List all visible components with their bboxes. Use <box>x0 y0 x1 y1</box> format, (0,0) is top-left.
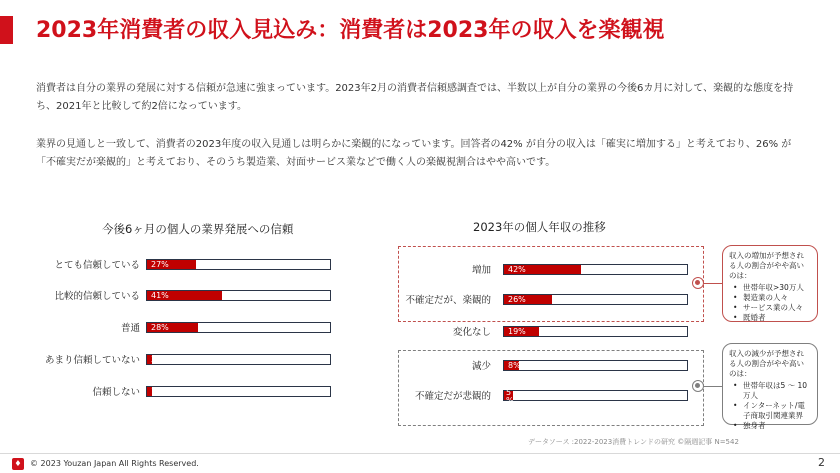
decrease-group-box <box>398 350 704 426</box>
callout-list-item: • 世帯年収は5 ～ 10万人 <box>729 381 811 401</box>
page-number: 2 <box>818 456 825 469</box>
increase-callout <box>722 245 818 322</box>
category-label: 比較的信頼している <box>54 291 140 302</box>
bar-value-label: 27% <box>151 260 169 269</box>
decrease-callout-list <box>729 381 811 431</box>
category-label: 不確定だが、楽観的 <box>405 295 491 306</box>
bar-track <box>146 290 331 301</box>
intro-paragraph: 消費者は自分の業界の発展に対する信頼が急速に強まっています。2023年2月の消費者信頼感調査では、半数以上が自分の業界の今後6カ月に対して、楽観的な態度を持ち、2021年と比較して約2倍になっています。 <box>36 83 794 112</box>
bar-track <box>146 386 331 397</box>
increase-connector <box>704 283 722 284</box>
category-label: 普通 <box>120 323 140 334</box>
decrease-connector <box>704 386 722 387</box>
increase-callout-list <box>729 283 811 323</box>
footer-divider <box>0 453 840 454</box>
callout-list-item: • 既婚者 <box>729 313 811 323</box>
income-paragraph: 業界の見通しと一致して、消費者の2023年度の収入見通しは明らかに楽観的になっています。回答者の42% が自分の収入は「確実に増加する」と考えており、26% が「不確実だが楽観的」と考えており、そのうち製造業、対面サービス業などで働く人の楽観視割合はやや高いです。 <box>36 139 792 168</box>
callout-list-item: • 製造業の人々 <box>729 293 811 303</box>
decrease-callout <box>722 343 818 430</box>
callout-list-item: • 独身者 <box>729 421 811 431</box>
page-title: 2023年消費者の収入見込み：消費者は2023年の収入を楽観視 <box>36 18 665 43</box>
decrease-callout-heading: 収入の減少が予想される人の割合がやや高いのは： <box>729 349 804 378</box>
increase-callout-heading: 収入の増加が予想される人の割合がやや高いのは： <box>729 251 804 280</box>
callout-list-item: • 世帯年収>30万人 <box>729 283 811 293</box>
bar-track <box>503 326 688 337</box>
bar-value-label: 5 % <box>506 388 514 405</box>
bar-value-label: 26% <box>508 295 526 304</box>
increase-dot-icon <box>692 277 704 289</box>
footer-copyright: © 2023 Youzan Japan All Rights Reserved. <box>30 459 199 468</box>
bar-track <box>146 354 331 365</box>
chart-title-confidence: 今後6ヶ月の個人の業界発展への信頼 <box>102 222 294 236</box>
bar-track <box>146 259 331 270</box>
title-accent-bar <box>0 16 13 44</box>
bar-value-label: 42% <box>508 265 526 274</box>
category-label: 信頼しない <box>92 387 140 398</box>
category-label: とても信頼している <box>54 260 140 271</box>
decrease-dot-icon <box>692 380 704 392</box>
bar-value-label: 28% <box>151 323 169 332</box>
bar-value-label: 3% <box>151 355 164 364</box>
category-label: 不確定だが悲観的 <box>414 391 491 402</box>
bar-value-label: 19% <box>508 327 526 336</box>
bar-value-label: 41% <box>151 291 169 300</box>
chart-title-income: 2023年の個人年収の推移 <box>473 220 606 234</box>
brand-logo-icon: ♦ <box>12 458 24 470</box>
category-label: 変化なし <box>452 327 491 338</box>
increase-group-box <box>398 246 704 322</box>
bar-track <box>146 322 331 333</box>
callout-list-item: • インターネット/電子商取引関連業界 <box>729 401 811 421</box>
bar-value-label: 8% <box>508 361 521 370</box>
category-label: 減少 <box>471 361 491 372</box>
category-label: 増加 <box>471 265 491 276</box>
data-source-note: データソース :2022-2023消費トレンドの研究 ©隔週記事 N=542 <box>528 438 739 446</box>
category-label: あまり信頼していない <box>44 355 140 366</box>
bar-value-label: 1 <box>151 387 157 396</box>
callout-list-item: • サービス業の人々 <box>729 303 811 313</box>
